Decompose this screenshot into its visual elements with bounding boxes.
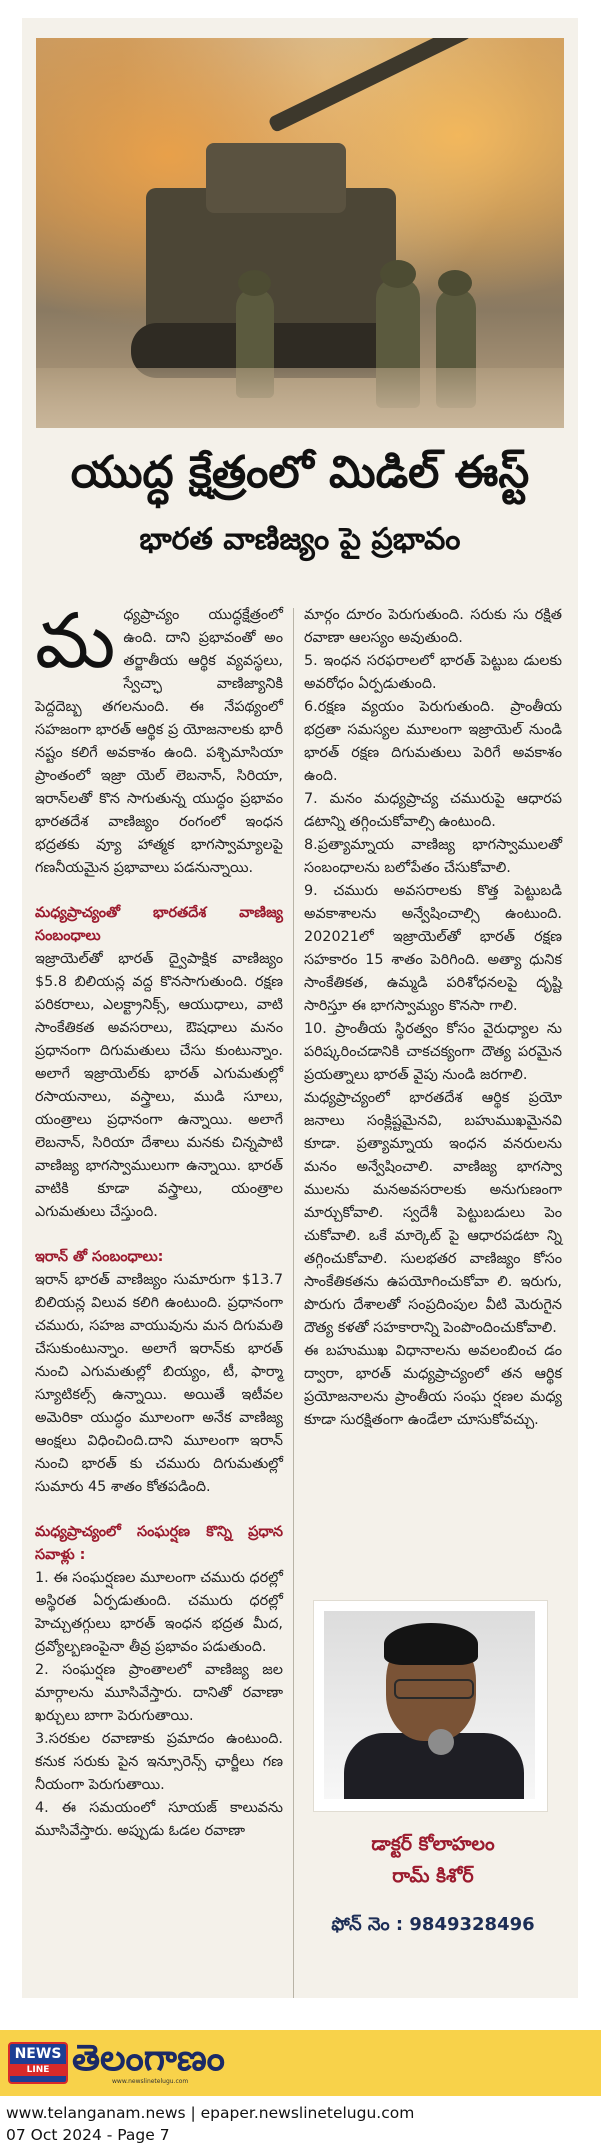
- section-title-iran: ఇరాన్ తో సంబంధాలు:: [35, 1249, 164, 1265]
- newsline-logo: [8, 2042, 68, 2084]
- section-title-trade: మధ్యప్రాచ్యంతో భారతదేశ వాణిజ్య సంబంధాలు: [35, 905, 283, 944]
- author-photo: [313, 1600, 548, 1812]
- logo-news-text: NEWS: [14, 2046, 62, 2062]
- section-title-challenges: మధ్యప్రాచ్యంలో సంఘర్షణ కొన్ని ప్రధాన సవాళ్లు :: [35, 1524, 283, 1563]
- intro-paragraph: [35, 596, 283, 880]
- soldier-helmet: [238, 270, 271, 296]
- section-text-challenges: 1. ఈ సంఘర్షణల మూలంగా చమురు ధరల్లో అస్థిరత ఏర్పడుతుంది. చమురు ధరల్లో హెచ్చుతగ్గులు భారత్ ఇంధన భద్రత మీద, ద్రవ్యోల్బణంపైనా తీవ్ర ప్రభావం పడుతుంది. 2. సంఘర్షణ ప్రాంతాలలో వాణిజ్య జల మార్గాలను మూసివేస్తారు. దానితో రవాణా ఖర్చులు బాగా పెరుగుతాయి. 3.సరకుల రవాణాకు ప్రమాదం ఉంటుంది. కనుక సరుకు పైన ఇన్సూరెన్స్ ఛార్జీలు గణ నీయంగా పెరుగుతాయి. 4. ఈ సమయంలో సూయజ్ కాలువను మూసివేస్తారు. అప్పుడు ఓడల రవాణా: [35, 1570, 283, 1839]
- article-subheadline: భారత వాణిజ్యం పై ప్రభావం: [139, 522, 461, 557]
- tank-barrel: [267, 38, 472, 133]
- soldier-helmet: [438, 270, 472, 296]
- logo-line-text: LINE: [10, 2064, 66, 2076]
- author-glasses: [394, 1679, 474, 1699]
- column-right: [304, 604, 562, 1432]
- article-panel: [22, 18, 578, 1998]
- dropcap: మ: [35, 596, 116, 685]
- war-photo: [36, 38, 564, 428]
- footer-date-page: 07 Oct 2024 - Page 7: [6, 2126, 170, 2144]
- footer-urls: www.telanganam.news | epaper.newslinetelugu.com: [6, 2104, 415, 2122]
- column-left: [35, 596, 283, 1843]
- section-text-trade: ఇజ్రాయెల్‌తో భారత్ ద్వైపాక్షిక వాణిజ్యం $5.8 బిలియన్ల వద్ద కొనసాగుతుంది. రక్షణ పరికరాలు, ఎలక్ట్రానిక్స్, ఆయుధాలు, వాటి సాంకేతికత అవసరాలు, ఔషధాలు మనం ప్రధానంగా దిగుమతులు చేసు కుంటున్నాం. అలాగే ఇజ్రాయెల్‌కు భారత్ ఎగుమతుల్లో రసాయనాలు, వస్త్రాలు, ముడి సూలు, యంత్రాలు ప్రధానంగా ఉన్నాయి. అలాగే లెబనాన్, సిరియా దేశాలు మనకు చిన్నపాటి వాణిజ్య భాగస్వాములుగా ఉన్నాయి. భారత్ వాటికి కూడా వస్త్రాలు, యంత్రాల ఎగుమతులు చేస్తుంది.: [35, 951, 283, 1220]
- author-name-line1: డాక్టర్ కోలాహలం: [371, 1833, 495, 1855]
- brand-subtitle: www.newslinetelugu.com: [112, 2078, 189, 2085]
- microphone-icon: [428, 1729, 454, 1755]
- column-divider: [293, 608, 294, 1998]
- author-phone: ఫోన్ నెం : 9849328496: [331, 1914, 535, 1935]
- dust-ground: [36, 368, 564, 428]
- intro-text: ధ్యప్రాచ్యం యుద్ధక్షేత్రంలో ఉంది. దాని ప్రభావంతో అం తర్జాతీయ ఆర్థిక వ్యవస్థలు, స్వేచ్ఛా వాణిజ్యానికి పెద్దదెబ్బ తగలనుంది. ఈ నేపథ్యంలో సహజంగా భారత్ ఆర్థిక ప్ర యోజనాలకు భారీ నష్టం కలిగే అవకాశం ఉంది. పశ్చిమాసియా ప్రాంతంలో ఇజ్రా యెల్ లెబనాన్, సిరియా, ఇరాన్‌లతో కొన సాగుతున్న యుద్ధం ప్రభావం భారతదేశ వాణిజ్యం రంగంలో ఇంధన భద్రతకు వ్యూ హాత్మక భాగస్వామ్యాలపై గణనీయమైన ప్రభావాలు పడనున్నాయి.: [35, 607, 283, 876]
- article-headline: యుద్ధ క్షేత్రంలో మిడిల్ ఈస్ట్: [70, 447, 530, 498]
- author-hair: [384, 1623, 478, 1665]
- author-name-line2: రామ్ కిశోర్: [392, 1865, 474, 1887]
- brand-title: తెలంగాణం: [72, 2038, 225, 2079]
- tank-turret: [206, 143, 346, 213]
- author-byline: [304, 1828, 562, 1892]
- soldier-helmet: [380, 260, 416, 288]
- right-column-text: మార్గం దూరం పెరుగుతుంది. సరుకు సు రక్షిత రవాణా ఆలస్యం అవుతుంది. 5. ఇంధన సరఫరాలలో భారత్ పెట్టుబ డులకు అవరోధం ఏర్పడుతుంది. 6.రక్షణ వ్యయం పెరుగుతుంది. ప్రాంతీయ భద్రతా సమస్యల మూలంగా ఇజ్రాయెల్ నుండి భారత్ రక్షణ దిగుమతులు పెరిగే అవకాశం ఉంది. 7. మనం మధ్యప్రాచ్య చమురుపై ఆధారప డటాన్ని తగ్గించుకోవాల్సి ఉంటుంది. 8.ప్రత్యామ్నాయ వాణిజ్య భాగస్వాములతో సంబంధాలను బలోపేతం చేసుకోవాలి. 9. చమురు అవసరాలకు కొత్త పెట్టుబడి అవకాశాలను అన్వేషించాల్సి ఉంటుంది. 202021లో ఇజ్రాయెల్‌తో భారత్ రక్షణ సహకారం 15 శాతం పెరిగింది. అత్యా ధునిక సాంకేతికత, ఉమ్మడి పరిశోధనలపై దృష్టి సారిస్తూ ఈ భాగస్వామ్యం కొనసా గాలి. 10. ప్రాంతీయ స్థిరత్వం కోసం వైరుధ్యాల ను పరిష్కరించడానికి చాకచక్యంగా దౌత్య పరమైన ప్రయత్నాలు భారత్ వైపు నుండి జరగాలి. మధ్యప్రాచ్యంలో భారతదేశ ఆర్థిక ప్రయో జనాలు సంక్లిష్టమైనవి, బహుముఖమైనవి కూడా. ప్రత్యామ్నాయ ఇంధన వనరులను మనం అన్వేషించాలి. వాణిజ్య భాగస్వా ములను మనఅవసరాలకు అనుగుణంగా మార్చుకోవాలి. స్వదేశీ పెట్టుబడులు పెం చుకోవాలి. ఒకే మార్కెట్ పై ఆధారపడటా న్ని తగ్గించుకోవాలి. సులభతర వాణిజ్యం కోసం సాంకేతికతను ఉపయోగించుకోవా లి. ఇరుగు, పొరుగు దేశాలతో సంప్రదింపుల వీటి మెరుగైన దౌత్య కళతో సహకారాన్ని పెంపొందించుకోవాలి. ఈ బహుముఖ విధానాలను అవలంబించ డం ద్వారా, భారత్ మధ్యప్రాచ్యంలో తన ఆర్థిక ప్రయోజనాలను ప్రాంతీయ సంఘ ర్షణల మధ్య కూడా సురక్షితంగా ఉండేలా చూసుకోవచ్చు.: [304, 607, 562, 1428]
- section-text-iran: ఇరాన్ భారత్ వాణిజ్యం సుమారుగా $13.7 బిలియన్ల విలువ కలిగి ఉంటుంది. ప్రధానంగా చమురు, సహజ వాయువును మన దిగుమతి చేసుకుంటున్నాం. అలాగే ఇరాన్‌కు భారత్ నుంచి ఎగుమతుల్లో బియ్యం, టీ, ఫార్మా స్యూటికల్స్ ఉన్నాయి. అయితే ఇటీవల అమెరికా యుద్ధం మూలంగా అనేక వాణిజ్య ఆంక్షలు విధించింది.దాని మూలంగా ఇరాన్ నుంచి భారత్ కు చమురు దిగుమతుల్లో సుమారు 45 శాతం కోతపడింది.: [35, 1272, 283, 1495]
- author-photo-frame: [324, 1611, 535, 1799]
